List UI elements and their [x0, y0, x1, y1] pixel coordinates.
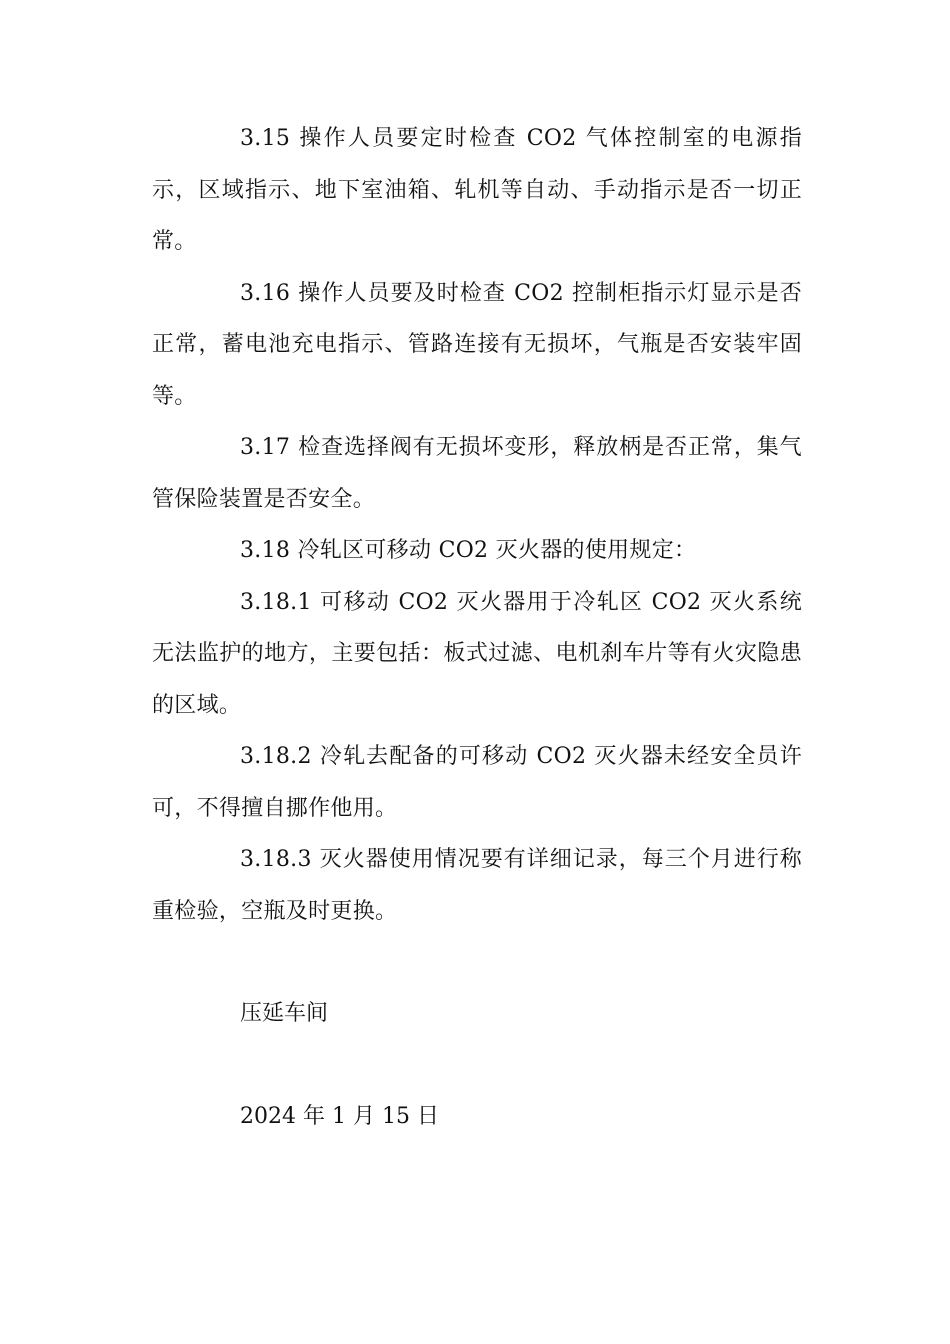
paragraph-3-18: 3.18 冷轧区可移动 CO2 灭火器的使用规定： [240, 538, 697, 563]
paragraph-3-18-3: 3.18.3 灭火器使用情况要有详细记录，每三个月进行称重检验，空瓶及时更换。 [152, 847, 802, 924]
signature-date: 2024 年 1 月 15 日 [240, 1103, 439, 1129]
document-body [152, 113, 802, 1142]
paragraph-3-15: 3.15 操作人员要定时检查 CO2 气体控制室的电源指示，区域指示、地下室油箱、轧机等自动、手动指示是否一切正常。 [152, 126, 802, 254]
paragraph-3-18-1: 3.18.1 可移动 CO2 灭火器用于冷轧区 CO2 灭火系统无法监护的地方，主要包括：板式过滤、电机刹车片等有火灾隐患的区域。 [152, 589, 802, 718]
paragraph-3-17: 3.17 检查选择阀有无损坏变形，释放柄是否正常，集气管保险装置是否安全。 [152, 435, 802, 512]
spacer [152, 937, 802, 988]
paragraph-3-18-2: 3.18.2 冷轧去配备的可移动 CO2 灭火器未经安全员许可，不得擅自挪作他用。 [152, 744, 802, 821]
spacer [152, 1040, 802, 1091]
paragraph-3-16: 3.16 操作人员要及时检查 CO2 控制柜指示灯显示是否正常，蓄电池充电指示、管路连接有无损坏，气瓶是否安装牢固等。 [152, 280, 802, 409]
signature-department: 压延车间 [240, 1001, 329, 1026]
